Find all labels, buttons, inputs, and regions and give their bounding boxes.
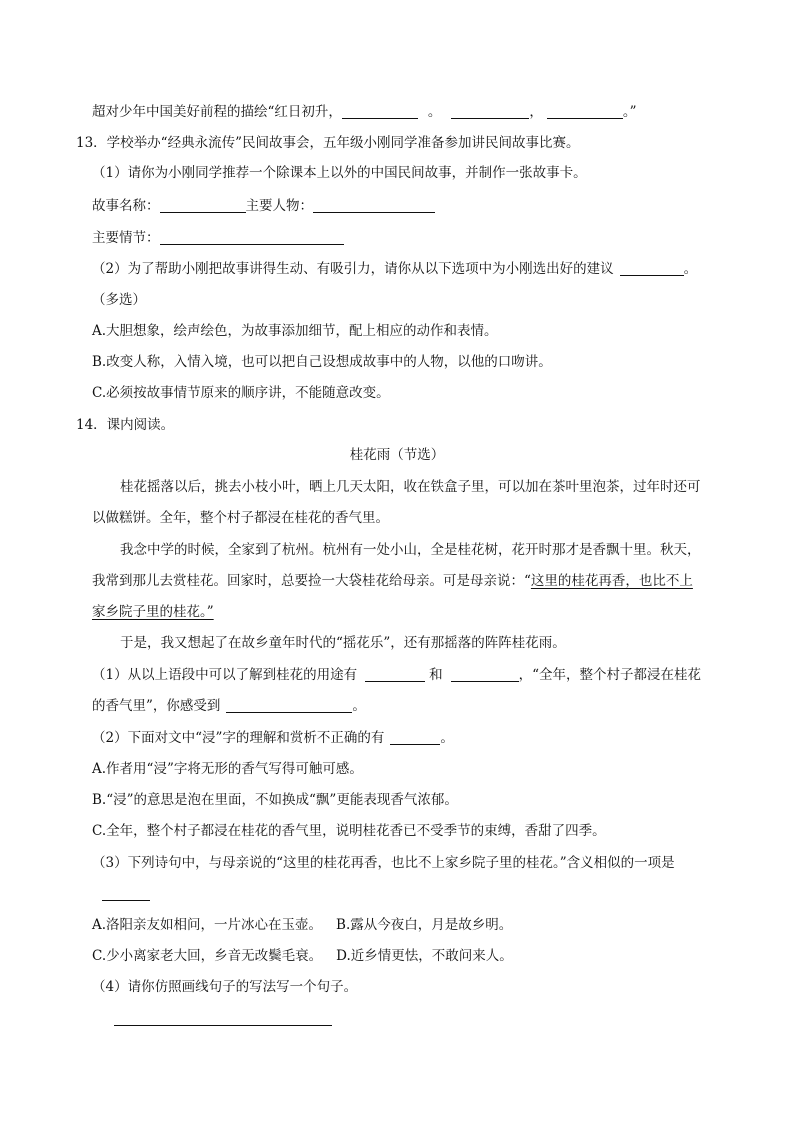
- text: 。”: [622, 104, 637, 120]
- option-a: A.大胆想象，绘声绘色，为故事添加细节，配上相应的动作和表情。: [92, 323, 498, 339]
- poem-option-d: D.近乡情更怯，不敢问来人。: [336, 948, 513, 964]
- question-13-1: （1）请你为小刚同学推荐一个除课本上以外的中国民间故事，并制作一张故事卡。: [92, 165, 587, 181]
- underlined-sentence: 这里的桂花再香，也比不上: [530, 573, 693, 589]
- text: （1）从以上语段中可以了解到桂花的用途有: [92, 667, 358, 683]
- story-card-plot-line: [92, 229, 344, 247]
- text: （2）为了帮助小刚把故事讲得生动、有吸引力，请你从以下选项中为小刚选出好的建议: [92, 261, 614, 277]
- text: 。: [683, 261, 698, 277]
- story-name-blank[interactable]: [160, 198, 246, 213]
- text: ，“全年，整个村子都浸在桂花: [518, 667, 701, 683]
- question-14-4: （4）请你仿照画线句子的写法写一个句子。: [92, 979, 358, 995]
- question-14-2-option-c: C.全年，整个村子都浸在桂花的香气里，说明桂花香已不受季节的束缚，香甜了四季。: [92, 823, 606, 839]
- answer-blank[interactable]: [451, 667, 519, 682]
- passage-p1-line2: 以做糕饼。全年，整个村子都浸在桂花的香气里。: [92, 510, 389, 526]
- question-14-2-option-a: A.作者用“浸”字将无形的香气写得可触可感。: [92, 761, 363, 777]
- answer-blank[interactable]: [102, 886, 150, 901]
- question-13: 13．学校举办“经典永流传”民间故事会，五年级小刚同学准备参加讲民间故事比赛。: [76, 135, 580, 151]
- multi-select-note: （多选）: [92, 292, 146, 308]
- answer-blank[interactable]: [365, 667, 425, 682]
- question-14-1-cont: [92, 697, 366, 715]
- text: （2）下面对文中“浸”字的理解和赏析不正确的有: [92, 730, 385, 746]
- text: 的香气里”，你感受到: [92, 698, 221, 714]
- passage-p2-line3: [92, 603, 214, 621]
- poem-options-row2: [92, 947, 513, 965]
- question-14-3: （3）下列诗句中，与母亲说的“这里的桂花再香，也比不上家乡院子里的桂花。”含义相似的一项是: [92, 855, 675, 871]
- question-14-4-line: [114, 1010, 332, 1028]
- main-plot-blank[interactable]: [160, 230, 344, 245]
- answer-blank[interactable]: [620, 261, 684, 276]
- answer-blank[interactable]: [114, 1011, 332, 1026]
- answer-blank[interactable]: [390, 730, 440, 745]
- poem-description-line: [92, 103, 637, 121]
- passage-p1-line1: 桂花摇落以后，挑去小枝小叶，晒上几天太阳，收在铁盒子里，可以加在茶叶里泡茶，过年时还可: [120, 479, 701, 495]
- text: 和: [429, 667, 443, 683]
- passage-p2-line2: [92, 572, 693, 590]
- question-13-2: [92, 260, 697, 278]
- text: 超对少年中国美好前程的描绘“红日初升，: [92, 104, 342, 120]
- question-14: 14．课内阅读。: [76, 417, 175, 433]
- answer-blank[interactable]: [451, 104, 529, 119]
- passage-p2-line1: 我念中学的时候，全家到了杭州。杭州有一处小山，全是桂花树，花开时那才是香飘十里。秋天，: [120, 542, 701, 558]
- story-card-name-line: [92, 197, 435, 215]
- poem-options-row1: [92, 916, 512, 934]
- answer-blank[interactable]: [226, 698, 352, 713]
- question-14-1: [92, 666, 701, 684]
- question-14-3-line: [102, 885, 150, 903]
- main-plot-label: 主要情节：: [92, 230, 160, 246]
- poem-option-b: B.露从今夜白，月是故乡明。: [336, 917, 513, 933]
- passage-title: 桂花雨（节选）: [349, 447, 445, 463]
- answer-blank[interactable]: [547, 104, 623, 119]
- story-name-label: 故事名称：: [92, 198, 160, 214]
- text: 。: [427, 104, 442, 120]
- question-14-2: [92, 729, 454, 747]
- passage-p3: 于是，我又想起了在故乡童年时代的“摇花乐”，还有那摇落的阵阵桂花雨。: [120, 635, 566, 651]
- question-14-2-option-b: B.“浸”的意思是泡在里面，不如换成“飘”更能表现香气浓郁。: [92, 792, 458, 808]
- main-characters-label: 主要人物：: [245, 198, 313, 214]
- option-c: C.必须按故事情节原来的顺序讲，不能随意改变。: [92, 385, 390, 401]
- poem-option-a: A.洛阳亲友如相问，一片冰心在玉壶。: [92, 917, 323, 933]
- underlined-sentence-end: 家乡院子里的桂花。”: [92, 604, 214, 620]
- answer-blank[interactable]: [342, 104, 418, 119]
- option-b: B.改变人称，入情入境，也可以把自己设想成故事中的人物，以他的口吻讲。: [92, 354, 552, 370]
- poem-option-c: C.少小离家老大回，乡音无改鬓毛衰。: [92, 948, 323, 964]
- text: ，: [529, 104, 543, 120]
- text: 。: [352, 698, 366, 714]
- text: 我常到那儿去赏桂花。回家时，总要捡一大袋桂花给母亲。可是母亲说：“: [92, 573, 531, 589]
- text: 。: [440, 730, 454, 746]
- main-characters-blank[interactable]: [313, 198, 435, 213]
